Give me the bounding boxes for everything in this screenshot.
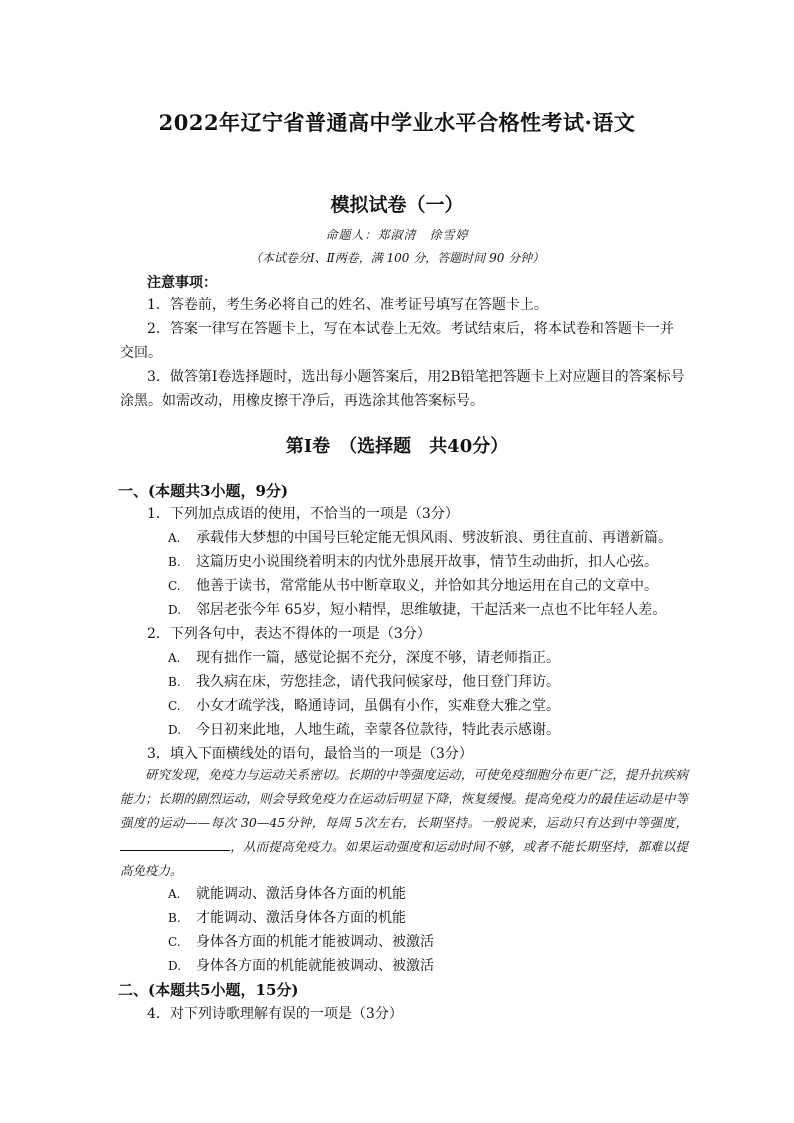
option-text: 小女才疏学浅，略通诗词，虽偶有小作，实难登大雅之堂。 bbox=[196, 698, 560, 714]
note-item: 2．答案一律写在答题卡上，写在本试卷上无效。考试结束后，将本试卷和答题卡一并交回。 bbox=[120, 321, 674, 361]
option-text: 身体各方面的机能才能被调动、被激活 bbox=[196, 934, 434, 950]
option-row bbox=[168, 599, 666, 619]
option-text: 身体各方面的机能就能被调动、被激活 bbox=[196, 958, 434, 974]
exam-subtitle: 模拟试卷（一） bbox=[330, 194, 464, 216]
notes-title: 注意事项： bbox=[147, 275, 217, 291]
option-row bbox=[168, 695, 560, 715]
note-item: 3．做答第Ⅰ卷选择题时，选出每小题答案后，用2B铅笔把答题卡上对应题目的答案标号涂黑。如需改动，用橡皮擦干净后，再选涂其他答案标号。 bbox=[120, 369, 685, 409]
option-letter: A. bbox=[168, 651, 181, 665]
question-stem: 4．对下列诗歌理解有误的一项是（3分） bbox=[147, 1006, 403, 1022]
exam-title: 2022年辽宁省普通高中学业水平合格性考试·语文 bbox=[158, 110, 636, 135]
reading-passage bbox=[120, 763, 688, 883]
option-letter: D. bbox=[168, 723, 182, 737]
option-letter: B. bbox=[168, 911, 181, 925]
authors-line: 命题人：郑淑清 徐雪婷 bbox=[325, 228, 469, 242]
option-letter: D. bbox=[168, 603, 182, 617]
option-text: 才能调动、激活身体各方面的机能 bbox=[196, 910, 406, 926]
option-letter: B. bbox=[168, 555, 181, 569]
option-letter: C. bbox=[168, 935, 181, 949]
option-row bbox=[168, 719, 560, 739]
option-text: 承载伟大梦想的中国号巨轮定能无惧风雨、劈波斩浪、勇往直前、再谱新篇。 bbox=[196, 530, 672, 546]
option-row bbox=[168, 551, 658, 571]
passage-text: ，从而提高免疫力。如果运动强度和运动时间不够，或者不能长期坚持，都难以提高免疫力。 bbox=[120, 839, 688, 878]
option-row bbox=[168, 647, 560, 667]
option-text: 我久病在床，劳您挂念，请代我问候家母，他日登门拜访。 bbox=[196, 674, 560, 690]
section-2-title: 二、(本题共5小题，15分) bbox=[118, 981, 299, 999]
option-row bbox=[168, 527, 672, 547]
option-text: 就能调动、激活身体各方面的机能 bbox=[196, 886, 406, 902]
option-letter: A. bbox=[168, 887, 181, 901]
option-row bbox=[168, 671, 560, 691]
option-text: 现有拙作一篇，感觉论据不充分，深度不够，请老师指正。 bbox=[196, 650, 560, 666]
option-row bbox=[168, 907, 406, 927]
section-1-title: 一、(本题共3小题，9分) bbox=[118, 482, 289, 500]
option-row bbox=[168, 931, 434, 951]
option-text: 他善于读书，常常能从书中断章取义，并恰如其分地运用在自己的文章中。 bbox=[196, 578, 658, 594]
question-stem: 3．填入下面横线处的语句，最恰当的一项是（3分） bbox=[147, 746, 473, 762]
fill-in-blank bbox=[120, 838, 230, 851]
option-text: 今日初来此地，人地生疏，幸蒙各位款待，特此表示感谢。 bbox=[196, 722, 560, 738]
option-letter: B. bbox=[168, 675, 181, 689]
question-stem: 2．下列各句中，表达不得体的一项是（3分） bbox=[147, 626, 431, 642]
option-letter: A. bbox=[168, 531, 181, 545]
option-letter: C. bbox=[168, 579, 181, 593]
note-item: 1．答卷前，考生务必将自己的姓名、准考证号填写在答题卡上。 bbox=[147, 297, 548, 313]
option-letter: C. bbox=[168, 699, 181, 713]
part-1-title: 第Ⅰ卷 （选择题 共40分） bbox=[285, 436, 509, 457]
option-row bbox=[168, 575, 658, 595]
option-letter: D. bbox=[168, 959, 182, 973]
option-row bbox=[168, 883, 406, 903]
option-row bbox=[168, 955, 434, 975]
paper-info: （本试卷分Ⅰ、Ⅱ两卷，满 100 分，答题时间 90 分钟） bbox=[249, 251, 545, 265]
question-stem: 1．下列加点成语的使用，不恰当的一项是（3分） bbox=[147, 506, 459, 522]
passage-text: 研究发现，免疫力与运动关系密切。长期的中等强度运动，可使免疫细胞分布更广泛，提升抗疾病能力；长期的剧烈运动，则会导致免疫力在运动后明显下降，恢复缓慢。提高免疫力的最佳运动是中等强度的运动——每次 30—45分钟，每周 5次左右，长期坚持。一般说来，运动只有达到中等强度， bbox=[120, 767, 688, 830]
option-text: 这篇历史小说围绕着明末的内忧外患展开故事，情节生动曲折，扣人心弦。 bbox=[196, 554, 658, 570]
option-text: 邻居老张今年 65岁，短小精悍，思维敏捷，干起活来一点也不比年轻人差。 bbox=[196, 602, 667, 618]
